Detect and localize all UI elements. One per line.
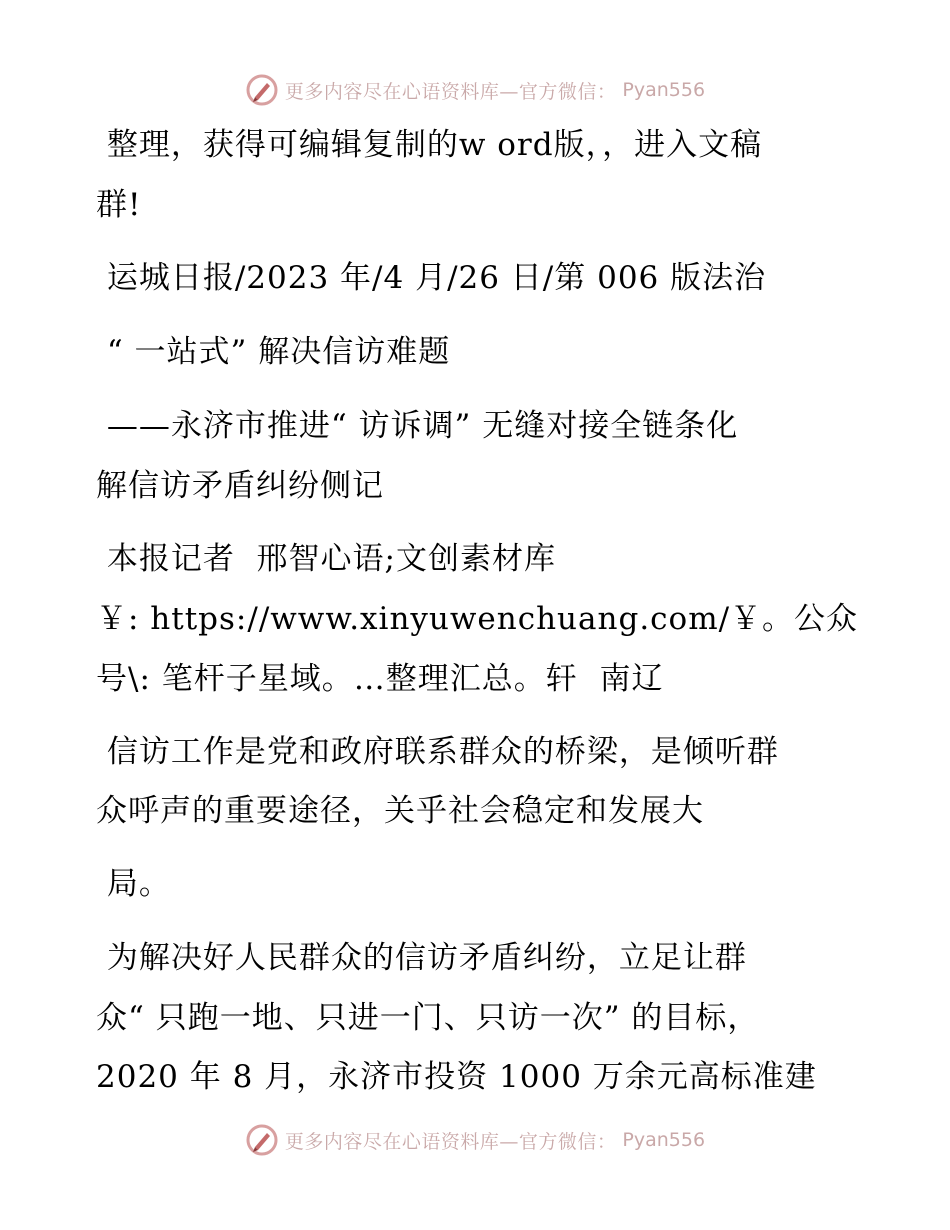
pen-logo-icon — [245, 73, 279, 107]
text-line-13: 为解决好人民群众的信访矛盾纠纷，立足让群 — [96, 940, 747, 976]
watermark-wechat-id: Pyan556 — [622, 1129, 706, 1151]
text-line-10: 信访工作是党和政府联系群众的桥梁，是倾听群 — [96, 734, 779, 770]
watermark-text: 更多内容尽在心语资料库—官方微信： — [284, 1130, 617, 1153]
watermark-wechat-id: Pyan556 — [622, 79, 706, 101]
text-line-3: 运城日报/2023 年/4 月/26 日/第 006 版法治 — [96, 260, 767, 296]
text-line-1: 整理，获得可编辑复制的w ord版，，进入文稿 — [96, 127, 763, 163]
text-line-9: 号\: 笔杆子星域。…整理汇总。轩 南辽 — [96, 661, 664, 697]
pen-logo-icon — [245, 1123, 279, 1157]
text-line-8: ￥: https://www.xinyuwenchuang.com/￥。公众 — [96, 601, 859, 637]
footer-watermark-banner — [0, 1120, 950, 1160]
text-line-5: ——永济市推进“ 访诉调” 无缝对接全链条化 — [96, 408, 739, 444]
text-line-14: 众“ 只跑一地、只进一门、只访一次” 的目标， — [96, 1000, 760, 1036]
text-line-11: 众呼声的重要途径，关乎社会稳定和发展大 — [96, 793, 704, 829]
watermark-text: 更多内容尽在心语资料库—官方微信： — [284, 80, 617, 103]
text-line-15: 2020 年 8 月，永济市投资 1000 万余元高标准建 — [96, 1059, 817, 1095]
text-line-2: 群! — [96, 187, 142, 223]
text-line-4: “ 一站式” 解决信访难题 — [96, 334, 451, 370]
text-line-7: 本报记者 邢智心语;文创素材库 — [96, 541, 557, 577]
text-line-12: 局。 — [96, 866, 171, 902]
header-watermark-banner — [0, 70, 950, 110]
text-line-6: 解信访矛盾纠纷侧记 — [96, 468, 384, 504]
